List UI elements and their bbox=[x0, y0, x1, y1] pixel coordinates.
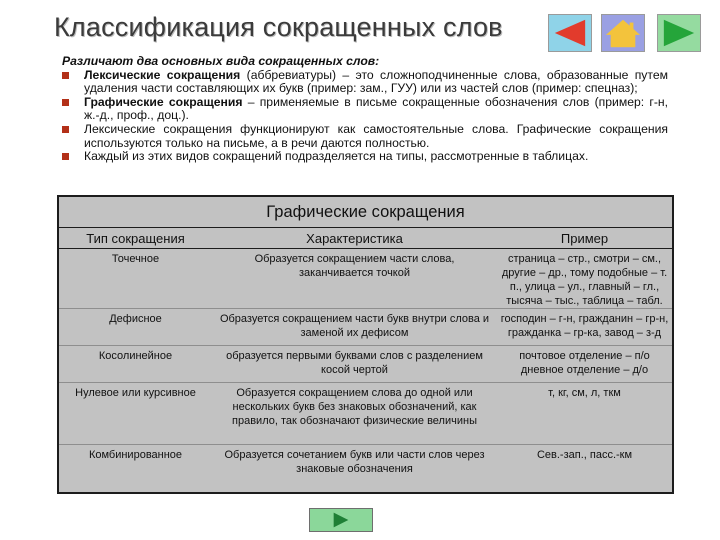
example-cell: Сев.-зап., пасс.-км bbox=[536, 449, 633, 461]
table-row bbox=[59, 309, 672, 346]
column-header: Характеристика bbox=[212, 228, 497, 249]
bullet-list bbox=[62, 69, 668, 164]
home-icon bbox=[602, 15, 644, 51]
column-header: Тип сокращения bbox=[59, 228, 212, 249]
type-cell: Нулевое или курсивное bbox=[59, 383, 212, 445]
bullet-text: (аббревиатуры) – это сложноподчиненные слова, образованные путем удаления части составляющих их букв (пример: зам., ГУУ) или из частей слов (пример: спецназ); bbox=[84, 67, 668, 96]
type-cell: Дефисное bbox=[59, 309, 212, 346]
play-next-icon bbox=[310, 509, 372, 531]
table-row bbox=[59, 445, 672, 482]
intro-block bbox=[62, 55, 668, 164]
example-cell: господин – г-н, гражданин – гр-н, гражданка – гр-ка, завод – з-д bbox=[497, 309, 672, 346]
square-bullet-icon bbox=[62, 126, 69, 133]
previous-slide-button[interactable] bbox=[548, 14, 592, 52]
description-cell: Образуется сочетанием букв или части слов через знаковые обозначения bbox=[224, 449, 485, 475]
description-cell: Образуется сокращением слова до одной или нескольких букв без знаковых обозначений, как правило, так обозначают физические величины bbox=[212, 383, 497, 445]
bullet-text: – применяемые в письме сокращенные обозначения слов (пример: г-н, ж.-д., проф., доц.). bbox=[84, 94, 668, 123]
square-bullet-icon bbox=[62, 72, 69, 79]
intro-heading: Различают два основных вида сокращенных слов: bbox=[62, 54, 380, 68]
bullet-term: Лексические сокращения bbox=[84, 67, 241, 82]
bullet-item bbox=[62, 69, 668, 96]
bullet-item bbox=[62, 96, 668, 123]
next-slide-button[interactable] bbox=[657, 14, 701, 52]
type-cell: Комбинированное bbox=[88, 449, 183, 461]
bullet-term: Графические сокращения bbox=[84, 94, 243, 109]
type-cell: Косолинейное bbox=[59, 346, 212, 383]
arrow-right-icon bbox=[658, 15, 700, 51]
home-button[interactable] bbox=[601, 14, 645, 52]
bullet-text: Лексические сокращения функционируют как самостоятельные слова. Графические сокращения используются только на письме, а в речи даются полностью. bbox=[84, 121, 668, 150]
example-cell: почтовое отделение – п/о дневное отделение – д/о bbox=[497, 346, 672, 383]
abbreviations-table bbox=[59, 228, 672, 481]
description-cell: Образуется сокращением части слова, заканчивается точкой bbox=[212, 249, 497, 309]
square-bullet-icon bbox=[62, 153, 69, 160]
bottom-next-button[interactable] bbox=[309, 508, 373, 532]
table-title: Графические сокращения bbox=[59, 197, 672, 228]
example-cell: страница – стр., смотри – см., другие – др., тому подобные – т. п., улица – ул., главный – гл., тысяча – тыс., таблица – табл. bbox=[497, 249, 672, 309]
example-cell: т, кг, см, л, ткм bbox=[497, 383, 672, 445]
square-bullet-icon bbox=[62, 99, 69, 106]
slide-title: Классификация сокращенных слов bbox=[54, 12, 503, 42]
graphic-abbreviations-table bbox=[57, 195, 674, 494]
bullet-text: Каждый из этих видов сокращений подразделяется на типы, рассмотренные в таблицах. bbox=[84, 149, 589, 164]
description-cell: образуется первыми буквами слов с разделением косой чертой bbox=[212, 346, 497, 383]
column-header: Пример bbox=[497, 228, 672, 249]
description-cell: Образуется сокращением части букв внутри слова и заменой их дефисом bbox=[212, 309, 497, 346]
table-header-row bbox=[59, 228, 672, 249]
arrow-left-icon bbox=[549, 15, 591, 51]
bullet-item bbox=[62, 150, 668, 164]
table-row bbox=[59, 383, 672, 445]
table-row bbox=[59, 346, 672, 383]
bullet-item bbox=[62, 123, 668, 150]
type-cell: Точечное bbox=[59, 249, 212, 309]
table-row bbox=[59, 249, 672, 309]
